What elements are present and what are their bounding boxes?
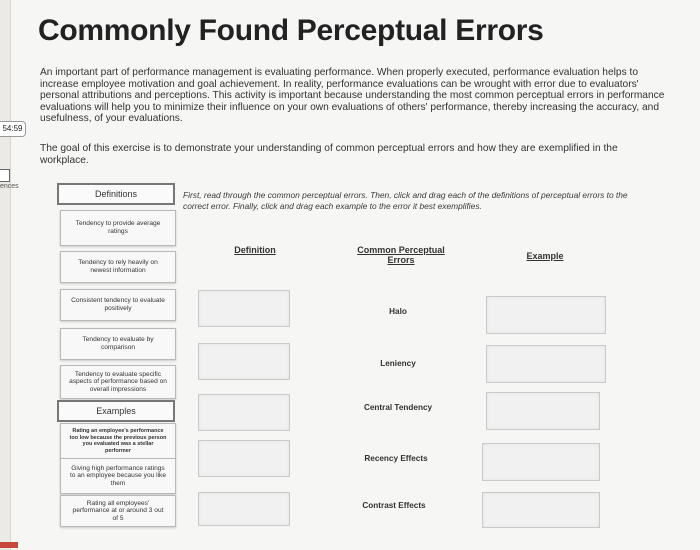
column-definition-header: Definition [234,245,276,255]
error-label-central-tendency: Central Tendency [363,403,433,412]
error-label-leniency: Leniency [380,359,416,368]
intro-paragraph: An important part of performance management is evaluating performance. When properly executed, performance evaluation helps to increase employee motivation and goal achievement. In reality, performance evaluations can be wrought with error due to evaluators' personal attributions and perceptions. This activity is important because understanding the most common perceptual errors in performance evaluations will help you to minimize their influence on your own evaluations of others' performance, thereby increasing the accuracy, and usefulness, of your evaluations. [40,67,665,125]
definition-tile-newest[interactable]: Tendency to rely heavily on newest information [60,251,176,283]
definition-drop-central[interactable] [198,394,290,431]
error-label-halo: Halo [389,307,407,316]
definition-tile-positive[interactable]: Consistent tendency to evaluate positively [60,289,176,321]
column-errors-header: Common Perceptual Errors [357,245,445,265]
error-label-contrast-effects: Contrast Effects [362,501,426,510]
instructions-text: First, read through the common perceptual errors. Then, click and drag each of the definitions of perceptual errors to the correct error. Finally, click and drag each example to the error it best exemplifies. [183,190,628,211]
definition-drop-leniency[interactable] [198,343,290,380]
definition-tile-overall[interactable]: Tendency to evaluate specific aspects of performance based on overall impressions [60,365,176,399]
goal-paragraph: The goal of this exercise is to demonstrate your understanding of common perceptual errors and how they are exemplified in the workplace. [40,143,618,166]
column-example-header: Example [526,251,564,261]
definition-drop-recency[interactable] [198,440,290,477]
brand-mark [0,542,18,548]
page-title: Commonly Found Perceptual Errors [38,14,544,47]
timer-badge[interactable]: 54:59 [0,121,26,137]
references-label[interactable]: ences [0,183,19,190]
example-tile-contrast[interactable]: Rating an employee's performance too low because the previous person you evaluated was a stellar performer [60,423,176,459]
definition-tile-comparison[interactable]: Tendency to evaluate by comparison [60,328,176,360]
error-label-recency-effects: Recency Effects [364,454,428,463]
left-sidebar [0,0,11,550]
example-drop-recency[interactable] [482,443,600,481]
references-icon[interactable] [0,169,10,182]
example-drop-central[interactable] [486,392,600,430]
definition-drop-contrast[interactable] [198,492,290,526]
definition-tile-average[interactable]: Tendency to provide average ratings [60,210,176,246]
definitions-header: Definitions [57,183,175,205]
example-tile-average[interactable]: Rating all employees' performance at or around 3 out of 5 [60,495,176,527]
example-tile-like[interactable]: Giving high performance ratings to an employee because you like them [60,458,176,494]
example-drop-contrast[interactable] [482,492,600,528]
example-drop-halo[interactable] [486,296,606,334]
definition-drop-halo[interactable] [198,290,290,327]
examples-header: Examples [57,400,175,422]
example-drop-leniency[interactable] [486,345,606,383]
